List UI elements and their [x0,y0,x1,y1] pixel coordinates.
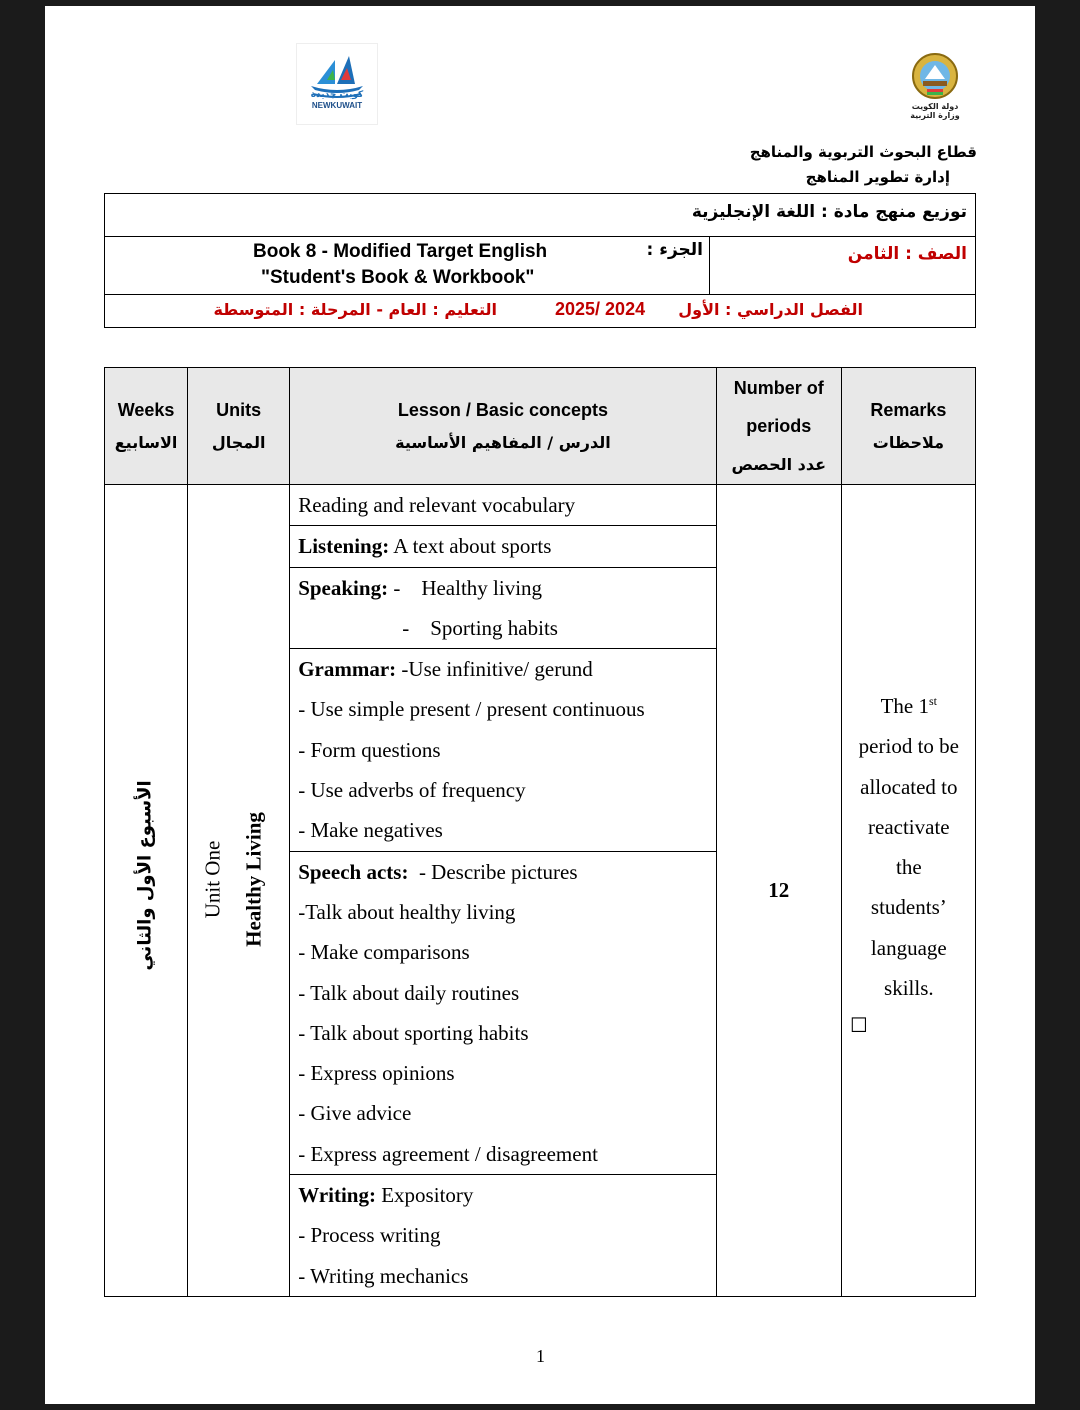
weeks-header: Weeks الاسابيع [105,368,188,485]
speech-acts-text: - Describe pictures [408,859,578,884]
education-stage: التعليم : العام - المرحلة : المتوسطة [213,300,497,319]
list-item: - Talk about daily routines [298,980,520,1005]
reading-block [290,485,715,526]
page-number: 1 [536,1346,545,1366]
periods-header: Number of periods عدد الحصص [716,368,841,485]
speech-acts-label: Speech acts: [298,859,409,884]
reading-line: Reading and relevant vocabulary [298,493,576,517]
new-kuwait-ar: كويت جديدة [310,90,364,100]
weeks-value: الأسبوع الأول والثاني [134,780,156,971]
lessons-cell [290,485,716,1297]
grammar-label: Grammar: [298,657,397,682]
book-title: Book 8 - Modified Target English [253,241,548,262]
remarks-header: Remarks ملاحظات [841,368,975,485]
unit-name: Unit One [200,840,225,919]
writing-text: Expository [375,1183,474,1208]
list-item: - Talk about sporting habits [298,1020,529,1045]
lesson-header: Lesson / Basic concepts الدرس / المفاهيم الأساسية [290,368,716,485]
units-cell [188,485,290,1297]
speaking-item-1: - Healthy living [393,575,543,600]
list-item: -Talk about healthy living [298,899,516,924]
writing-block [290,1175,715,1296]
list-item: - Express agreement / disagreement [298,1141,598,1166]
listening-label: Listening: [298,534,390,559]
speaking-item-2: - Sporting habits [402,615,558,640]
list-item: - Form questions [298,737,441,762]
listening-text: A text about sports [389,534,552,559]
sector-title: قطاع البحوث التربوية والمناهج [749,143,977,161]
periods-cell [716,485,841,1297]
speech-acts-block [290,852,715,1175]
grammar-block [290,649,715,851]
unit-row [105,485,976,1297]
school-year: 2025/ 2024 [555,299,646,319]
writing-label: Writing: [298,1183,376,1208]
table-header-row [105,368,976,485]
speaking-block [290,568,715,650]
book-subtitle: "Student's Book & Workbook" [261,267,535,288]
list-item: - Make comparisons [298,940,470,965]
ministry-emblem [903,51,967,123]
term-label: الفصل الدراسي : الأول [678,300,863,319]
remarks-text: The 1st period to be allocated to reactivate the students’ language skills. [858,694,959,1001]
list-item: - Use simple present / present continuous [298,697,645,722]
list-item: - Process writing [298,1223,441,1248]
part-label: الجزء : [646,240,703,260]
grade-label: الصف : الثامن [847,244,967,264]
list-item: - Use adverbs of frequency [298,778,526,803]
ministry-name: وزارة التربية [910,111,960,120]
list-item: - Express opinions [298,1061,455,1086]
department-title: إدارة تطوير المناهج [805,168,950,186]
checkbox-icon: ☐ [849,1013,868,1037]
subject-title: توزيع منهج مادة : اللغة الإنجليزية [691,202,967,222]
unit-topic: Healthy Living [241,812,266,947]
new-kuwait-logo [296,43,378,125]
grammar-text: -Use infinitive/ gerund [396,657,593,682]
listening-block [290,526,715,567]
list-item: - Writing mechanics [298,1263,469,1288]
info-box [104,193,976,328]
state-name: دولة الكويت [911,102,959,111]
curriculum-table [104,367,976,1297]
remarks-cell [841,485,975,1297]
new-kuwait-en: NEWKUWAIT [311,101,363,110]
list-item: - Make negatives [298,818,443,843]
weeks-cell [105,485,188,1297]
list-item: - Give advice [298,1101,412,1126]
speaking-label: Speaking: [298,575,389,600]
document-page [45,6,1035,1404]
periods-value: 12 [768,877,790,902]
units-header: Units المجال [188,368,290,485]
